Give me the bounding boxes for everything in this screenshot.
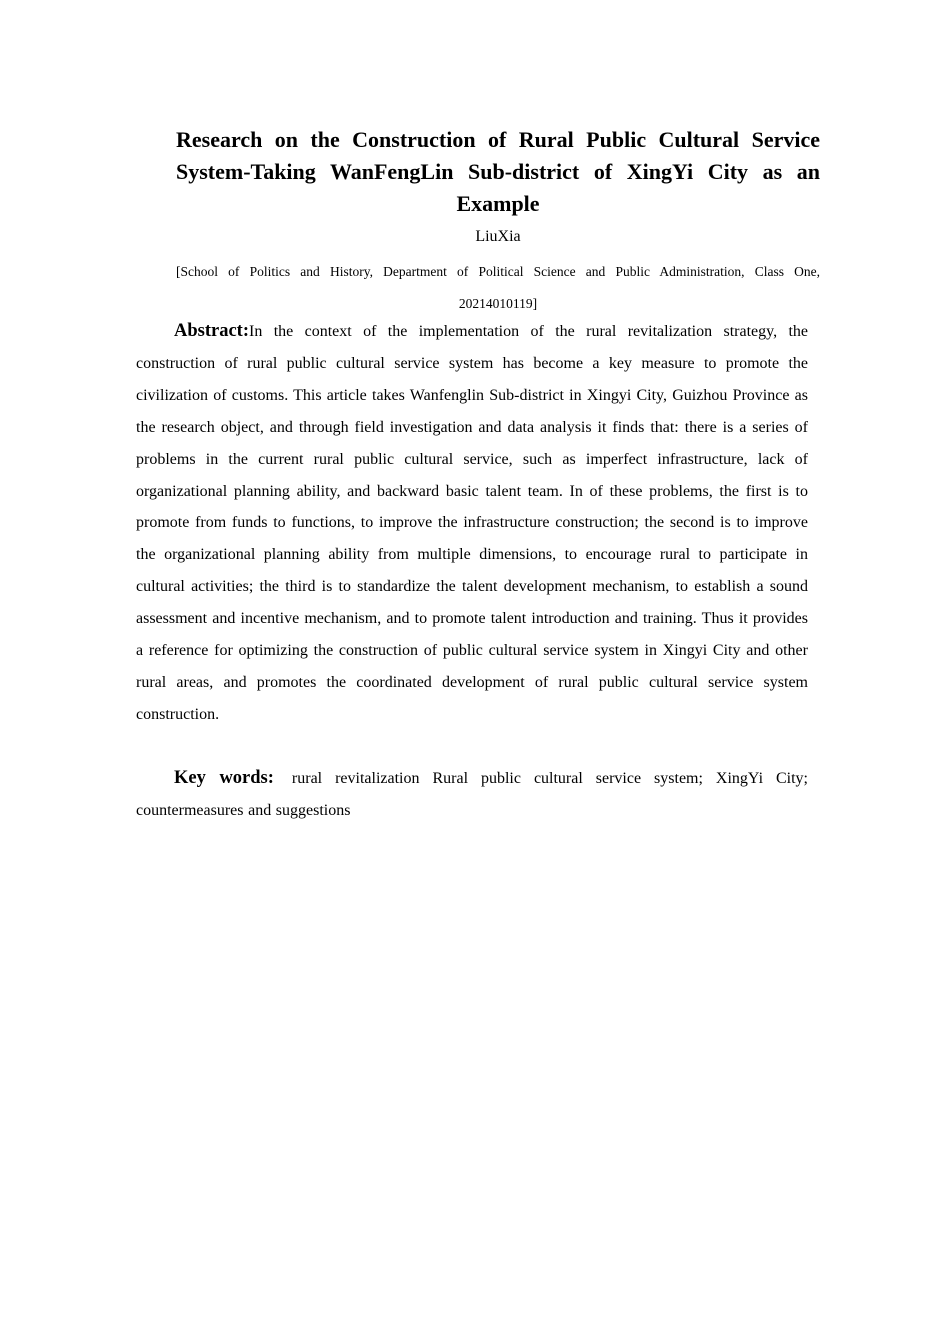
abstract-paragraph — [136, 316, 808, 731]
keywords-text: rural revitalization Rural public cultural service system; XingYi City; countermeasures and suggestions — [136, 770, 809, 819]
affiliation-line-1: [School of Politics and History, Department of Political Science and Public Administration, Class One, — [176, 264, 820, 279]
keywords-label: Key words: — [174, 768, 274, 788]
paper-title — [176, 124, 820, 220]
abstract-label: Abstract: — [174, 321, 250, 341]
abstract-text: In the context of the implementation of the rural revitalization strategy, the construction of rural public cultural service system has become a key measure to promote the civilization of customs. This article takes Wanfenglin Sub-district in Xingyi City, Guizhou Province as the research object, and through field investigation and data analysis it finds that: there is a series of problems in the current rural public cultural service, such as imperfect infrastructure, lack of organizational planning ability, and backward basic talent team. In of these problems, the first is to promote from funds to functions, to improve the infrastructure construction; the second is to improve the organizational planning ability from multiple dimensions, to encourage rural to participate in cultural activities; the third is to standardize the talent development mechanism, to establish a sound assessment and incentive mechanism, and to promote talent introduction and training. Thus it provides a reference for optimizing the construction of public cultural service system in Xingyi City and other rural areas, and promotes the coordinated development of rural public cultural service system construction. — [136, 323, 808, 723]
paper-title-line-1: Research on the Construction of Rural Public Cultural Service — [176, 127, 820, 152]
paper-title-line-2: System-Taking WanFengLin Sub-district of XingYi City as an — [176, 159, 820, 184]
keywords-paragraph — [136, 763, 808, 827]
affiliation-line-2: 20214010119] — [458, 296, 538, 311]
author-name: LiuXia — [475, 228, 521, 245]
paper-title-line-3: Example — [456, 191, 540, 216]
author-affiliation — [176, 256, 820, 320]
